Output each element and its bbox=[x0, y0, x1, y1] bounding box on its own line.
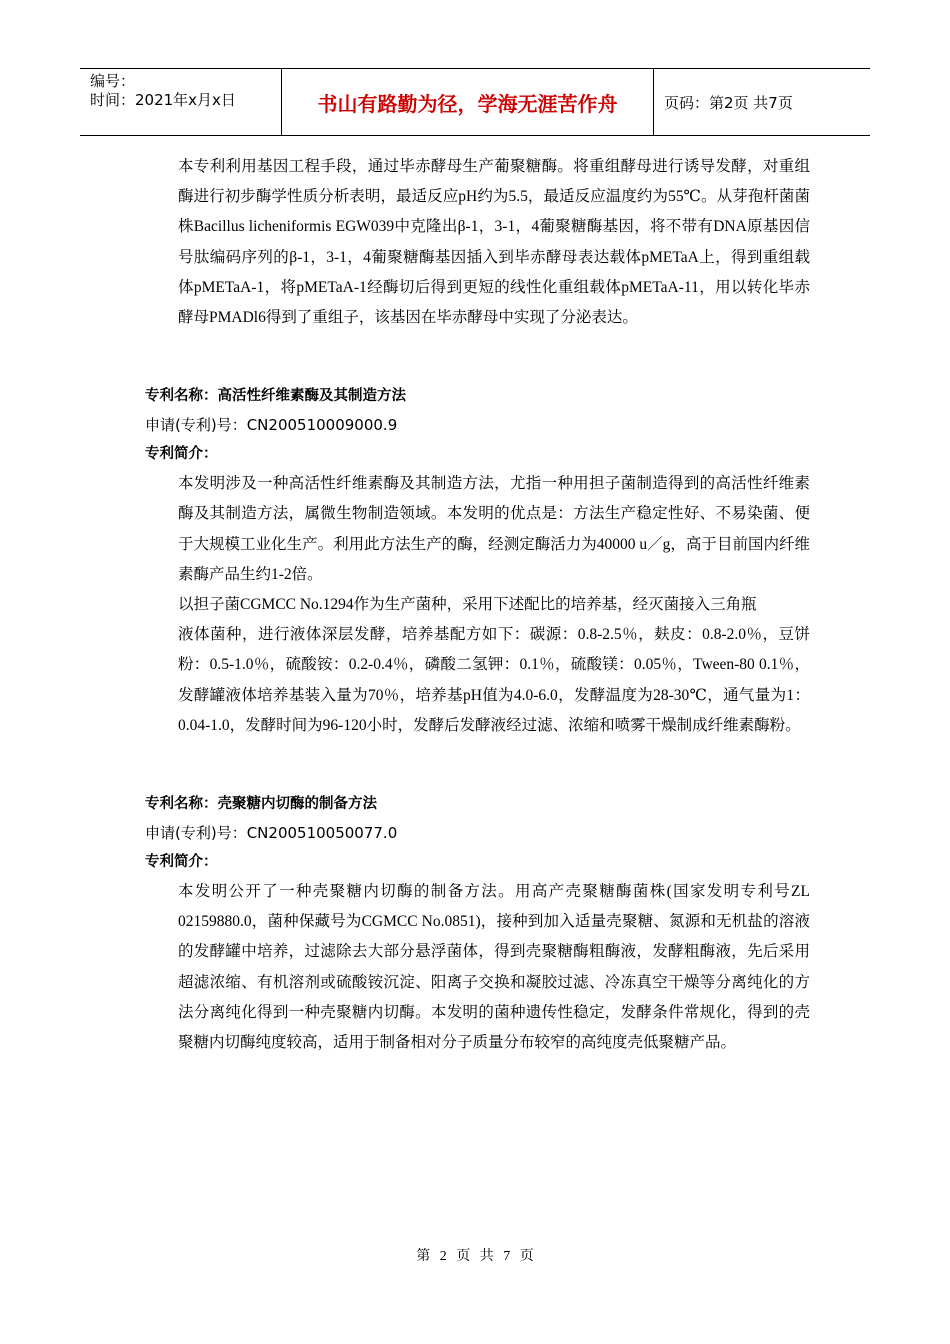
patent-summary-paragraph: 本发明公开了一种壳聚糖内切酶的制备方法。用高产壳聚糖酶菌株(国家发明专利号ZL 02159880.0，菌种保藏号为CGMCC No.0851)，接种到加入适量壳聚糖、氮源和无机盐的溶液的发酵罐中培养，过滤除去大部分悬浮菌体，得到壳聚糖酶粗酶液，发酵粗酶液，先后采用超滤浓缩、有机溶剂或硫酸铵沉淀、阳离子交换和凝胶过滤、冷冻真空干燥等分离纯化的方法分离纯化得到一种壳聚糖内切酶。本发明的菌种遗传性稳定，发酵条件常规化，得到的壳聚糖内切酶纯度较高，适用于制备相对分子质量分布较窄的高纯度壳低聚糖产品。 bbox=[178, 883, 810, 1052]
patent-summary-paragraph: 本发明涉及一种高活性纤维素酶及其制造方法，尤指一种用担子菌制造得到的高活性纤维素酶及其制造方法，属微生物制造领域。本发明的优点是：方法生产稳定性好、不易染菌、便于大规模工业化生产。利用此方法生产的酶，经测定酶活力为40000 u／g，高于目前国内纤维素酶产品生约1-2倍。 bbox=[178, 475, 810, 583]
intro-paragraph: 本专利利用基因工程手段，通过毕赤酵母生产葡聚糖酶。将重组酵母进行诱导发酵，对重组酶进行初步酶学性质分析表明，最适反应pH约为5.5，最适反应温度约为55℃。从芽孢杆菌菌株Bacillus licheniformis EGW039中克隆出β-1，3-1，4葡聚糖酶基因，将不带有DNA原基因信号肽编码序列的β-1，3-1，4葡聚糖酶基因插入到毕赤酵母表达载体pMETaA上，得到重组载体pMETaA-1，将pMETaA-1经酶切后得到更短的线性化重组载体pMETaA-11，用以转化毕赤酵母PMADl6得到了重组子，该基因在毕赤酵母中实现了分泌表达。 bbox=[178, 158, 810, 327]
patent-application-number: 申请(专利)号：CN200510009000.9 bbox=[145, 416, 398, 435]
patent-section-1 bbox=[145, 381, 810, 741]
document-body bbox=[145, 152, 810, 1058]
document-number-label: 编号： bbox=[90, 72, 136, 90]
patent-section-2 bbox=[145, 789, 810, 1058]
page-header bbox=[80, 68, 870, 136]
patent-application-number: 申请(专利)号：CN200510050077.0 bbox=[145, 824, 398, 843]
patent-title: 专利名称：壳聚糖内切酶的制备方法 bbox=[145, 796, 377, 813]
patent-summary-paragraph: 以担子菌CGMCC No.1294作为生产菌种，采用下述配比的培养基，经灭菌接入三角瓶 bbox=[178, 596, 757, 614]
document-time-label: 时间：2021年x月x日 bbox=[90, 91, 236, 109]
patent-summary-paragraph: 液体菌种，进行液体深层发酵，培养基配方如下：碳源：0.8-2.5％，麸皮：0.8-2.0％，豆饼粉：0.5-1.0％，硫酸铵：0.2-0.4％，磷酸二氢钾：0.1％，硫酸镁：0.05％，Tween-80 0.1％，发酵罐液体培养基装入量为70％，培养基pH值为4.0-6.0，发酵温度为28-30℃，通气量为1：0.04-1.0，发酵时间为96-120小时，发酵后发酵液经过滤、浓缩和喷雾干燥制成纤维素酶粉。 bbox=[178, 626, 810, 734]
patent-summary-label: 专利简介： bbox=[145, 854, 218, 871]
patent-title: 专利名称：高活性纤维素酶及其制造方法 bbox=[145, 388, 406, 405]
header-motto: 书山有路勤为径，学海无涯苦作舟 bbox=[282, 69, 654, 135]
header-page-code: 页码：第2页 共7页 bbox=[664, 93, 793, 112]
header-info-cell bbox=[80, 69, 282, 135]
page-footer: 第 2 页 共 7 页 bbox=[416, 1249, 534, 1264]
patent-summary-label: 专利简介： bbox=[145, 446, 218, 463]
